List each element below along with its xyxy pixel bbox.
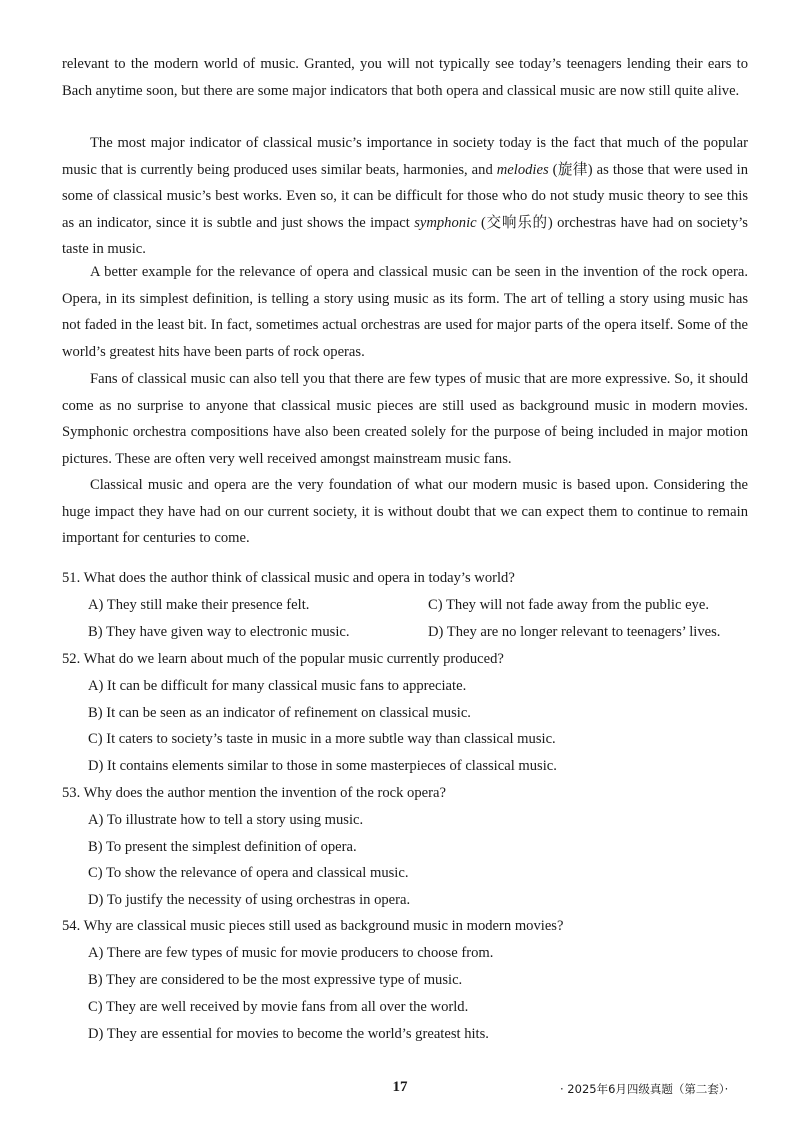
passage-paragraph-1	[62, 51, 748, 104]
question-53-option-d[interactable]: D) To justify the necessity of using orchestras in opera.	[88, 892, 411, 908]
paragraph-text: Classical music and opera are the very foundation of what our modern music is based upon. Considering the huge impact they have had on our current society, it is without doubt that we can expect them to continue to remain important for centuries to come.	[62, 477, 748, 546]
passage-paragraph-2	[62, 130, 748, 263]
page-number: 17	[392, 1079, 408, 1095]
question-52-option-d[interactable]: D) It contains elements similar to those in some masterpieces of classical music.	[88, 758, 557, 774]
vocab-gloss: (旋律)	[548, 161, 597, 178]
question-53-stem: 53. Why does the author mention the invention of the rock opera?	[62, 785, 446, 801]
question-51-option-c[interactable]: C) They will not fade away from the public eye.	[428, 597, 709, 613]
passage-paragraph-3	[62, 259, 748, 365]
passage-paragraph-4	[62, 366, 748, 472]
vocab-term-symphonic: symphonic	[414, 214, 477, 231]
exam-label: · 2025年6月四级真题（第二套）·	[560, 1082, 729, 1096]
question-54-option-a[interactable]: A) There are few types of music for movie producers to choose from.	[88, 945, 494, 961]
passage-paragraph-5	[62, 472, 748, 552]
question-54-option-c[interactable]: C) They are well received by movie fans from all over the world.	[88, 999, 469, 1015]
question-53-option-b[interactable]: B) To present the simplest definition of opera.	[88, 839, 357, 855]
question-52-option-b[interactable]: B) It can be seen as an indicator of refinement on classical music.	[88, 705, 471, 721]
question-52-option-a[interactable]: A) It can be difficult for many classical music fans to appreciate.	[88, 678, 467, 694]
question-51-option-d[interactable]: D) They are no longer relevant to teenagers’ lives.	[428, 624, 721, 640]
vocab-gloss: (交响乐的)	[476, 214, 558, 231]
paragraph-text: A better example for the relevance of opera and classical music can be seen in the invention of the rock opera. Opera, in its simplest definition, is telling a story using music as its form. The art of telling a story using music has not faded in the least bit. In fact, sometimes actual orchestras are used for major parts of the opera itself. Some of the world’s greatest hits have been parts of rock operas.	[62, 264, 748, 360]
vocab-term-melodies: melodies	[496, 161, 549, 178]
question-53-option-a[interactable]: A) To illustrate how to tell a story using music.	[88, 812, 364, 828]
paragraph-text: Fans of classical music can also tell you that there are few types of music that are more expressive. So, it should come as no surprise to anyone that classical music pieces are still used as background music in modern movies. Symphonic orchestra compositions have also been created solely for the purpose of being included in major motion pictures. These are often very well received amongst mainstream music fans.	[62, 371, 748, 467]
paragraph-text: relevant to the modern world of music. Granted, you will not typically see today’s teenagers lending their ears to Bach anytime soon, but there are some major indicators that both opera and classical music are now still quite alive.	[62, 56, 748, 99]
question-54-option-b[interactable]: B) They are considered to be the most expressive type of music.	[88, 972, 463, 988]
question-51-stem: 51. What does the author think of classical music and opera in today’s world?	[62, 570, 515, 586]
question-53-option-c[interactable]: C) To show the relevance of opera and classical music.	[88, 865, 409, 881]
question-52-option-c[interactable]: C) It caters to society’s taste in music in a more subtle way than classical music.	[88, 731, 556, 747]
question-54-stem: 54. Why are classical music pieces still used as background music in modern movies?	[62, 918, 564, 934]
question-54-option-d[interactable]: D) They are essential for movies to become the world’s greatest hits.	[88, 1026, 489, 1042]
question-52-stem: 52. What do we learn about much of the popular music currently produced?	[62, 651, 504, 667]
paragraph-text: orchestras have had on society’s taste in music.	[62, 214, 748, 257]
paragraph-text: as those that were used in some of classical music’s best works. Even so, it can be difficult for those who do not study music theory to see this as an indicator, since it is subtle and just shows the impact	[62, 161, 748, 231]
paragraph-text: The most major indicator of classical music’s importance in society today is the fact that much of the popular music that is currently being produced uses similar beats, harmonies, and	[62, 135, 748, 178]
question-51-option-b[interactable]: B) They have given way to electronic music.	[88, 624, 350, 640]
question-51-option-a[interactable]: A) They still make their presence felt.	[88, 597, 310, 613]
